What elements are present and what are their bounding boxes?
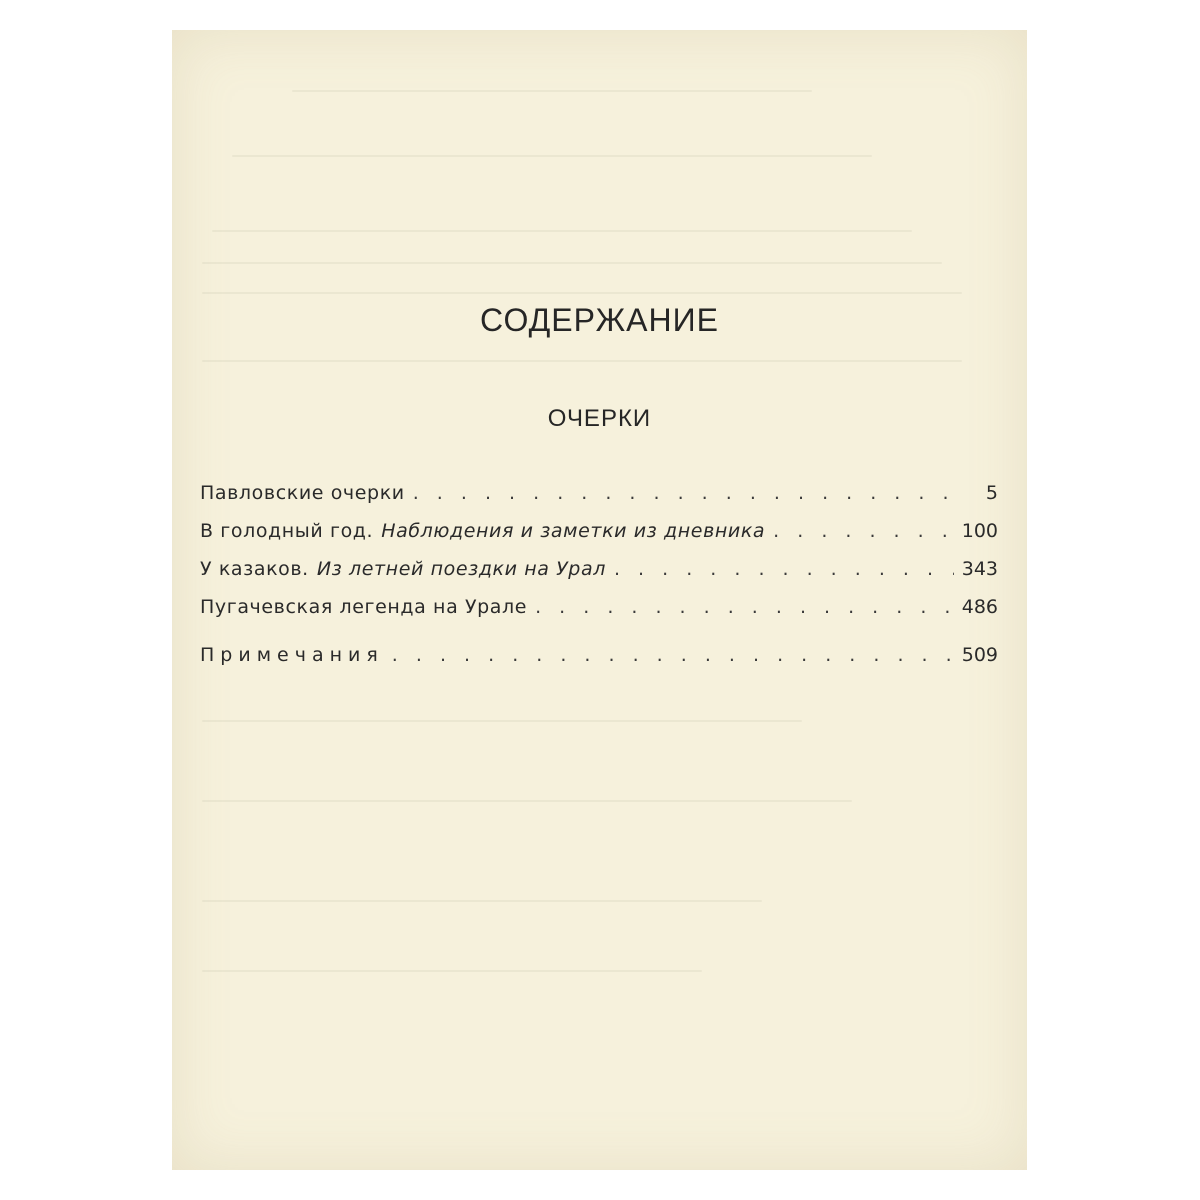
bleed-through-line (202, 900, 762, 902)
toc-entry-title: В голодный год. (200, 520, 374, 542)
toc-entry-title: Пугачевская легенда на Урале (200, 596, 528, 618)
page-title: СОДЕРЖАНИЕ (480, 302, 719, 338)
book-page (172, 30, 1027, 1170)
bleed-through-line (202, 800, 852, 802)
bleed-through-line (202, 720, 802, 722)
toc-entry (200, 596, 998, 634)
dot-leader (413, 482, 962, 504)
toc-entry-subtitle: Из летней поездки на Урал (316, 558, 606, 580)
dot-leader (614, 558, 954, 580)
bleed-through-line (202, 292, 962, 294)
toc-entry-title: Павловские очерки (200, 482, 405, 504)
toc-entry-page: 100 (961, 520, 998, 542)
toc-entry-title: У казаков. (200, 558, 309, 580)
bleed-through-line (212, 230, 912, 232)
toc-entry-page: 486 (961, 596, 998, 618)
dot-leader (535, 596, 954, 618)
toc-entry-page: 5 (985, 482, 998, 504)
toc-entry (200, 520, 998, 558)
bleed-through-line (292, 90, 812, 92)
toc-entry (200, 558, 998, 596)
bleed-through-line (232, 155, 872, 157)
toc-entry-page: 343 (961, 558, 998, 580)
toc-entry-title: Примечания (200, 644, 384, 666)
toc-entry-notes (200, 644, 998, 682)
bleed-through-line (202, 262, 942, 264)
toc-entry (200, 482, 998, 520)
section-heading: ОЧЕРКИ (547, 405, 652, 432)
dot-leader (773, 520, 954, 542)
table-of-contents (200, 482, 998, 682)
dot-leader (392, 644, 954, 666)
toc-entry-page: 509 (961, 644, 998, 666)
bleed-through-line (202, 360, 962, 362)
toc-entry-subtitle: Наблюдения и заметки из дневника (381, 520, 766, 542)
bleed-through-line (202, 970, 702, 972)
